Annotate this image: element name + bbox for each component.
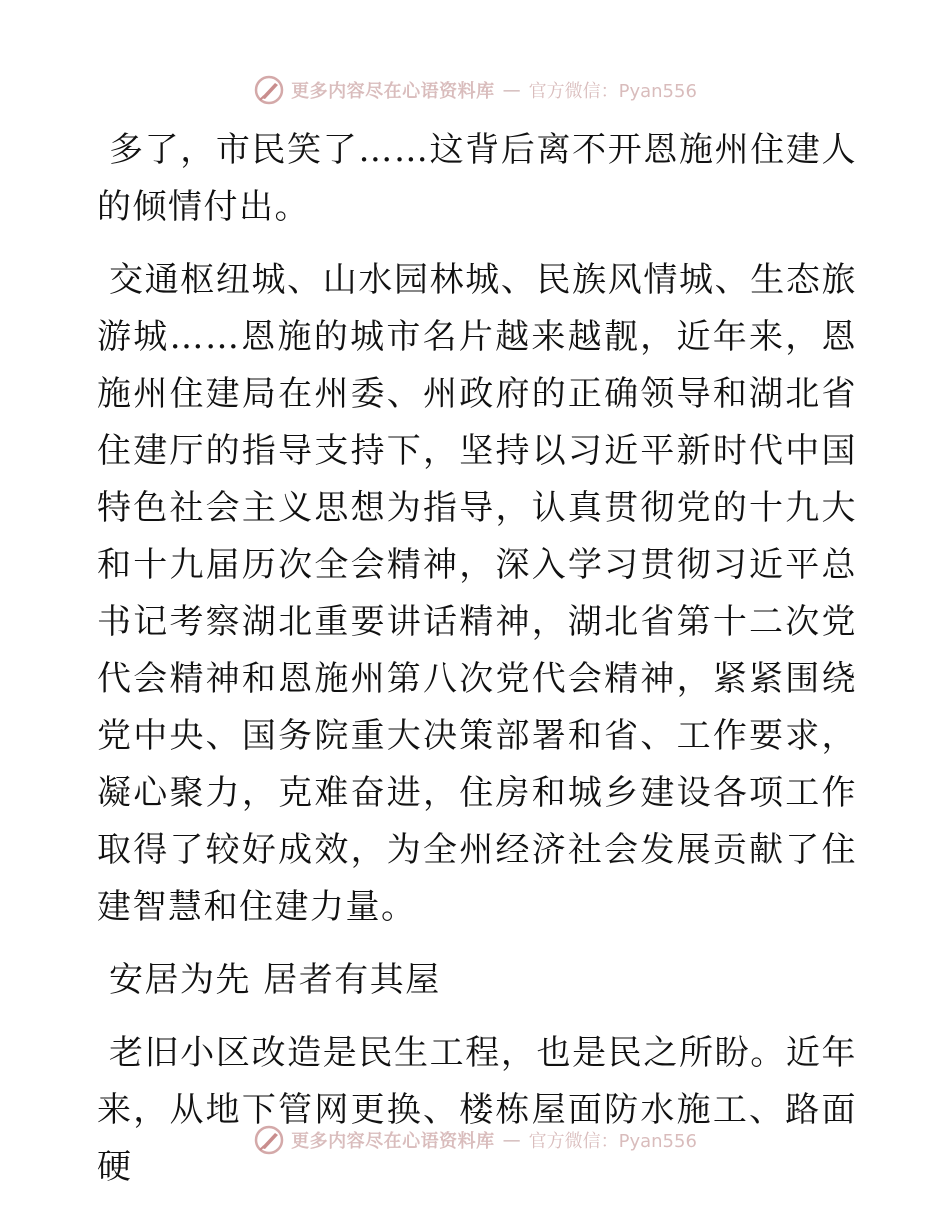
paragraph-continuation: 多了，市民笑了……这背后离不开恩施州住建人的倾情付出。 (97, 130, 857, 227)
paragraph-city-cards: 交通枢纽城、山水园林城、民族风情城、生态旅游城……恩施的城市名片越来越靓，近年来，恩施州住建局在州委、州政府的正确领导和湖北省住建厅的指导支持下，坚持以习近平新时代中国特色社会主义思想为指导，认真贯彻党的十九大和十九届历次全会精神，深入学习贯彻习近平总书记考察湖北重要讲话精神，湖北省第十二次党代会精神和恩施州第八次党代会精神，紧紧围绕党中央、国务院重大决策部署和省、工作要求，凝心聚力，克难奋进，住房和城乡建设各项工作取得了较好成效，为全州经济社会发展贡献了住建智慧和住建力量。 (97, 260, 857, 927)
paragraph-old-community: 老旧小区改造是民生工程，也是民之所盼。近年来，从地下管网更换、楼栋屋面防水施工、路面硬 (97, 1033, 857, 1187)
watermark-separator: — (502, 79, 521, 101)
header-watermark (0, 70, 950, 110)
watermark-brand: 更多内容尽在心语资料库 (291, 81, 495, 102)
watermark-wechat: 官方微信：Pyan556 (528, 81, 697, 102)
quill-logo-icon (253, 1124, 285, 1156)
footer-watermark (0, 1120, 950, 1160)
document-body (97, 122, 857, 1212)
quill-logo-icon (253, 74, 285, 106)
watermark-separator: — (502, 1129, 521, 1151)
watermark-brand: 更多内容尽在心语资料库 (291, 1131, 495, 1152)
watermark-wechat: 官方微信：Pyan556 (528, 1131, 697, 1152)
section-heading: 安居为先 居者有其屋 (109, 960, 441, 1000)
